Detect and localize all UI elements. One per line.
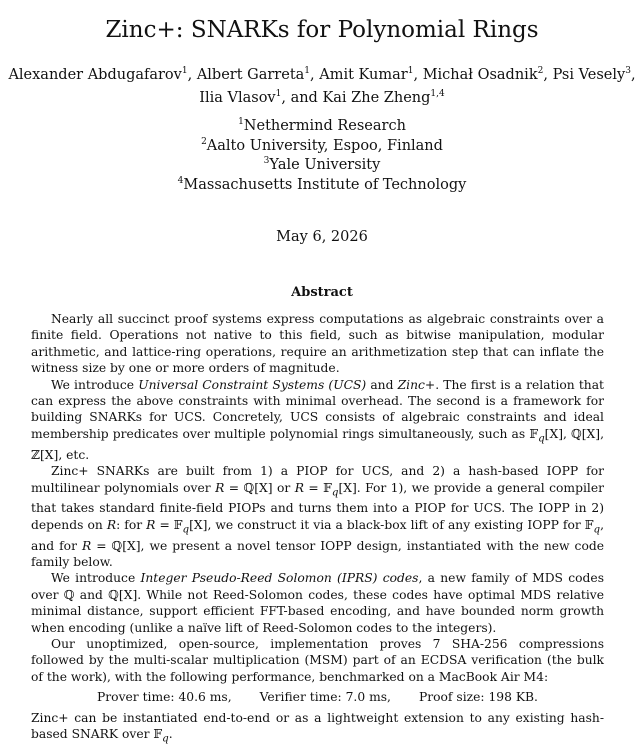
author-affiliation-mark: 1 — [407, 66, 414, 77]
author-name: Michał Osadnik — [422, 67, 538, 83]
author-name: Kai Zhe Zheng — [322, 90, 431, 106]
paper-title: Zinc+: SNARKs for Polynomial Rings — [105, 17, 539, 43]
affiliation-item — [0, 156, 644, 176]
abstract-heading: Abstract — [291, 285, 353, 300]
affiliation-list — [0, 117, 644, 195]
author-separator: , — [187, 67, 197, 83]
author-affiliation-mark: 1 — [275, 89, 282, 100]
affiliation-mark: 3 — [263, 156, 270, 167]
affiliation-mark: 1 — [238, 117, 244, 128]
author-line-1 — [0, 64, 644, 87]
math-subscript: q — [593, 523, 601, 536]
verifier-time: Verifier time: 7.0 ms, — [259, 690, 391, 705]
proof-size: Proof size: 198 KB. — [418, 690, 538, 705]
text-run: = 𝔽 — [303, 480, 332, 495]
author-affiliation-mark: 3 — [625, 66, 631, 77]
author-separator: , — [310, 67, 320, 83]
text-run: Zinc+ can be instantiated end-to-end or as a lightweight extension to any existing hash-based SNARK over 𝔽 — [31, 710, 604, 742]
author-affiliation-mark: 1,4 — [430, 89, 445, 100]
text-run: . — [168, 727, 173, 742]
math-subscript: q — [162, 732, 169, 745]
author-affiliation-mark: 1 — [181, 66, 188, 77]
author-name: Psi Vesely — [552, 67, 626, 83]
author-line-2 — [0, 87, 644, 110]
abstract-paragraph-1: Nearly all succinct proof systems express computations as algebraic constraints over a finite field. Operations not native to this field, such as bitwise manipulation, modular arithmetic, and lattice-ring operations, require an arithmetization step that can inflate the witness size by one or more orders of magnitude. — [31, 312, 604, 376]
author-affiliation-mark: 1 — [304, 66, 311, 77]
affiliation-name: Yale University — [269, 157, 381, 173]
math-symbol: R — [146, 517, 156, 532]
abstract-paragraph-6 — [31, 710, 604, 747]
math-symbol: R — [81, 538, 92, 553]
text-run: , a new family of MDS codes over ℚ and ℚ[X]. While not Reed-Solomon codes, these codes have optimal MDS relative minimal distance, support efficient FFT-based encoding, and have bounded norm growth when encoding (unlike a naïve lift of Reed-Solomon codes to the integers). — [31, 571, 605, 635]
author-name: Alexander Abdugafarov — [8, 67, 182, 83]
affiliation-name: Massachusetts Institute of Technology — [183, 176, 467, 193]
affiliation-item — [0, 176, 644, 196]
author-name: Amit Kumar — [319, 67, 408, 83]
text-run: Zinc+ SNARKs are built from 1) a PIOP for UCS, and 2) a hash-based IOPP for multilinear polynomials over — [31, 464, 604, 495]
author-separator: , — [543, 67, 553, 83]
text-run: = ℚ[X] or — [224, 480, 295, 495]
text-run: [X], we construct it via a black-box lift of any existing IOPP for 𝔽 — [189, 517, 594, 532]
author-separator: , and — [281, 90, 323, 106]
author-list — [0, 64, 644, 110]
emphasis-iprs: Integer Pseudo-Reed Solomon (IPRS) codes — [140, 571, 419, 586]
text-run: [X], ℚ[X], ℤ[X], etc. — [31, 426, 604, 462]
affiliation-item — [0, 137, 644, 157]
affiliation-mark: 2 — [201, 136, 207, 147]
author-name: Albert Garreta — [196, 67, 305, 83]
text-run: , and for — [31, 517, 604, 553]
math-subscript: q — [538, 432, 545, 445]
abstract-paragraph-3 — [31, 463, 604, 570]
text-run: [X]. For 1), we provide a general compiler that takes standard finite-field PIOPs and turns them into a PIOP for UCS. The IOPP in 2) depends on — [31, 480, 604, 532]
text-run: = 𝔽 — [155, 517, 183, 532]
abstract-paragraph-2 — [31, 377, 604, 463]
performance-row — [31, 689, 604, 705]
affiliation-mark: 4 — [177, 175, 184, 186]
affiliation-item — [0, 117, 644, 137]
math-symbol: R — [215, 480, 225, 495]
publication-date: May 6, 2026 — [276, 229, 368, 245]
text-run: We introduce — [51, 571, 141, 586]
abstract-body — [31, 311, 604, 747]
emphasis-zinc: Zinc+ — [397, 377, 436, 392]
prover-time: Prover time: 40.6 ms, — [97, 690, 232, 705]
affiliation-name: Nethermind Research — [243, 118, 406, 134]
emphasis-ucs: Universal Constraint Systems (UCS) — [138, 377, 367, 392]
affiliation-name: Aalto University, Espoo, Finland — [206, 137, 443, 154]
text-run: We introduce — [51, 377, 139, 392]
author-separator: , — [630, 67, 636, 83]
math-subscript: q — [182, 523, 190, 536]
abstract-paragraph-4 — [31, 570, 604, 636]
text-run: . The first is a relation that can express the above constraints with minimal overhead. The second is a framework for building SNARKs for UCS. Concretely, UCS consists of algebraic constraints and ideal membership predicates over multiple polynomial rings simultaneously, such as 𝔽 — [31, 377, 604, 441]
text-run: = ℚ[X], we present a novel tensor IOPP design, instantiated with the new code family below. — [31, 538, 604, 570]
text-run: and — [366, 377, 398, 392]
text-run: : for — [116, 517, 147, 532]
math-subscript: q — [331, 485, 339, 498]
author-affiliation-mark: 2 — [537, 66, 544, 77]
abstract-paragraph-5: Our unoptimized, open-source, implementation proves 7 SHA-256 compressions followed by the multi-scalar multiplication (MSM) part of an ECDSA verification (the bulk of the work), with the following performance, benchmarked on a MacBook Air M4: — [31, 637, 604, 684]
author-separator: , — [413, 67, 423, 83]
math-symbol: R — [294, 480, 304, 495]
math-symbol: R — [106, 517, 117, 532]
author-name: Ilia Vlasov — [199, 90, 276, 106]
